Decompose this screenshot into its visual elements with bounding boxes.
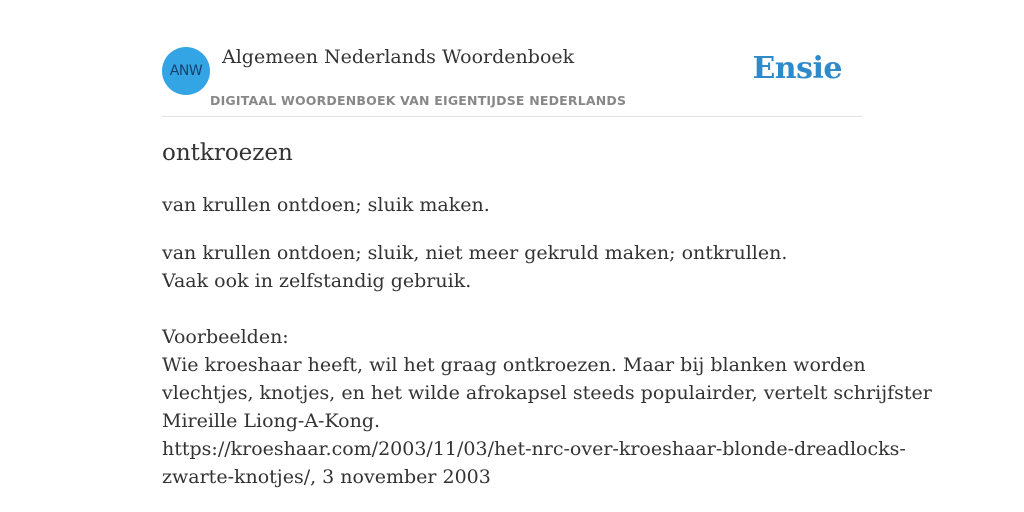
definition-line: Vaak ook in zelfstandig gebruik. xyxy=(162,270,472,292)
dictionary-title[interactable]: Algemeen Nederlands Woordenboek xyxy=(222,46,575,68)
headword: ontkroezen xyxy=(162,140,293,166)
spacer xyxy=(162,295,862,323)
example-line: Wie kroeshaar heeft, wil het graag ontkroezen. Maar bij blanken worden xyxy=(162,354,866,376)
example-source-line: zwarte-knotjes/, 3 november 2003 xyxy=(162,466,491,488)
ensie-logo[interactable]: Ensie xyxy=(752,51,842,86)
entry-card xyxy=(162,0,932,488)
example-source-line: https://kroeshaar.com/2003/11/03/het-nrc-over-kroeshaar-blonde-dreadlocks- xyxy=(162,438,906,460)
example-line: Mireille Liong-A-Kong. xyxy=(162,410,381,432)
definition-line: van krullen ontdoen; sluik, niet meer gekruld maken; ontkrullen. xyxy=(162,242,788,264)
header xyxy=(162,0,862,117)
anw-logo[interactable] xyxy=(162,47,210,95)
dictionary-subtitle: DIGITAAL WOORDENBOEK VAN EIGENTIJDSE NEDERLANDS xyxy=(210,93,627,108)
logo-text: ANW xyxy=(169,63,203,79)
short-definition: van krullen ontdoen; sluik maken. xyxy=(162,194,490,216)
examples-label: Voorbeelden: xyxy=(162,326,289,348)
example-line: vlechtjes, knotjes, en het wilde afrokapsel steeds populairder, vertelt schrijfster xyxy=(162,382,932,404)
definition-body xyxy=(162,239,932,491)
